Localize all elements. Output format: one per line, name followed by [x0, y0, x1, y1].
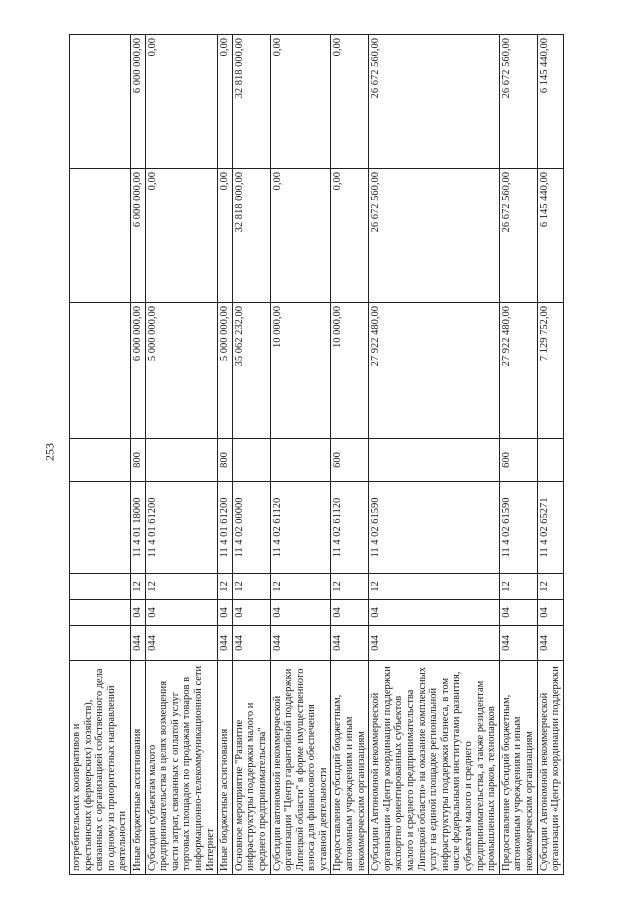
section-code-cell: 04	[331, 600, 369, 626]
table-row	[270, 35, 331, 875]
item-name-cell: Субсидии субъектам малого предпринимательства в целях возмещения части затрат, связанных с оплатой услуг торговых площадок по продажам товаров в информационно-телекоммуникационной сети Интернет	[145, 661, 218, 875]
table-row	[130, 35, 145, 875]
subsection-code-cell: 12	[145, 574, 218, 600]
table-row	[331, 35, 369, 875]
item-name-cell: Предоставление субсидий бюджетным, автономным учреждениям и иным некоммерческим организациям	[331, 661, 369, 875]
amount-year3-cell: 0,00	[331, 35, 369, 169]
budget-table	[69, 34, 564, 875]
item-name-cell: Иные бюджетные ассигнования	[218, 661, 233, 875]
amount-year1-cell: 10 000,00	[331, 303, 369, 439]
amount-year2-cell: 6 145 440,00	[537, 169, 563, 303]
target-article-cell: 11 4 02 00000	[232, 482, 270, 574]
target-article-cell: 11 4 02 65271	[537, 482, 563, 574]
amount-year1-cell: 5 000 000,00	[218, 303, 233, 439]
expense-type-cell	[537, 439, 563, 482]
section-code-cell: 04	[232, 600, 270, 626]
item-name-cell: Субсидии автономной некоммерческой организации "Центр гарантийной поддержки Липецкой области" в форме имущественного взноса для финансового обеспечения уставной деятельности	[270, 661, 331, 875]
amount-year3-cell: 0,00	[145, 35, 218, 169]
subsection-code-cell: 12	[499, 574, 537, 600]
target-article-cell: 11 4 02 61120	[270, 482, 331, 574]
expense-type-cell	[70, 439, 131, 482]
table-row	[70, 35, 131, 875]
amount-year3-cell	[70, 35, 131, 169]
table-row	[537, 35, 563, 875]
item-name-cell: Предоставление субсидий бюджетным, автономным учреждениям и иным некоммерческим организациям	[499, 661, 537, 875]
subsection-code-cell: 12	[537, 574, 563, 600]
grbs-code-cell: 044	[232, 626, 270, 661]
target-article-cell: 11 4 01 18000	[130, 482, 145, 574]
expense-type-cell: 800	[130, 439, 145, 482]
item-name-cell: Иные бюджетные ассигнования	[130, 661, 145, 875]
amount-year3-cell: 0,00	[270, 35, 331, 169]
table-row	[499, 35, 537, 875]
expense-type-cell	[270, 439, 331, 482]
rotated-page-content	[69, 35, 573, 875]
amount-year3-cell: 26 672 560,00	[369, 35, 500, 169]
section-code-cell: 04	[218, 600, 233, 626]
grbs-code-cell: 044	[130, 626, 145, 661]
table-body	[70, 35, 564, 875]
item-name-cell: Основное мероприятие "Развитие инфраструктуры поддержки малого и среднего предпринимательства"	[232, 661, 270, 875]
amount-year2-cell: 0,00	[270, 169, 331, 303]
amount-year1-cell: 27 922 480,00	[499, 303, 537, 439]
table-row	[218, 35, 233, 875]
amount-year3-cell: 32 818 000,00	[232, 35, 270, 169]
grbs-code-cell	[70, 626, 131, 661]
amount-year1-cell: 6 000 000,00	[130, 303, 145, 439]
target-article-cell: 11 4 02 61120	[331, 482, 369, 574]
expense-type-cell	[232, 439, 270, 482]
amount-year1-cell: 10 000,00	[270, 303, 331, 439]
amount-year1-cell: 35 062 232,00	[232, 303, 270, 439]
amount-year2-cell: 26 672 560,00	[499, 169, 537, 303]
grbs-code-cell: 044	[145, 626, 218, 661]
target-article-cell: 11 4 02 61590	[369, 482, 500, 574]
section-code-cell: 04	[270, 600, 331, 626]
section-code-cell: 04	[145, 600, 218, 626]
amount-year3-cell: 6 000 000,00	[130, 35, 145, 169]
target-article-cell: 11 4 02 61590	[499, 482, 537, 574]
amount-year2-cell	[70, 169, 131, 303]
target-article-cell: 11 4 01 61200	[218, 482, 233, 574]
amount-year2-cell: 32 818 000,00	[232, 169, 270, 303]
subsection-code-cell: 12	[232, 574, 270, 600]
table-row	[369, 35, 500, 875]
expense-type-cell	[145, 439, 218, 482]
amount-year3-cell: 0,00	[218, 35, 233, 169]
subsection-code-cell: 12	[270, 574, 331, 600]
amount-year1-cell: 7 129 752,00	[537, 303, 563, 439]
target-article-cell: 11 4 01 61200	[145, 482, 218, 574]
subsection-code-cell: 12	[331, 574, 369, 600]
item-name-cell: Субсидии Автономной некоммерческой организации «Центр координации поддержки экспортно ориентированных субъектов малого и среднего предпринимательства Липецкой области» на оказание комплексных услуг на единой площадке региональной инфраструктуры поддержки бизнеса, в том числе федеральными институтами развития, субъектам малого и среднего предпринимательства, а также резидентам промышленных парков, технопарков	[369, 661, 500, 875]
item-name-cell: Субсидии Автономной некоммерческой организации «Центр координации поддержки	[537, 661, 563, 875]
amount-year2-cell: 6 000 000,00	[130, 169, 145, 303]
expense-type-cell: 600	[331, 439, 369, 482]
item-name-cell: потребительских кооперативов и крестьянских (фермерских) хозяйств), связанных с организацией собственного дела по одному из приоритетных направлений деятельности	[70, 661, 131, 875]
grbs-code-cell: 044	[499, 626, 537, 661]
subsection-code-cell	[70, 574, 131, 600]
subsection-code-cell: 12	[369, 574, 500, 600]
grbs-code-cell: 044	[537, 626, 563, 661]
table-row	[232, 35, 270, 875]
expense-type-cell: 600	[499, 439, 537, 482]
amount-year1-cell: 5 000 000,00	[145, 303, 218, 439]
amount-year2-cell: 0,00	[145, 169, 218, 303]
expense-type-cell: 800	[218, 439, 233, 482]
grbs-code-cell: 044	[331, 626, 369, 661]
subsection-code-cell: 12	[130, 574, 145, 600]
section-code-cell: 04	[499, 600, 537, 626]
section-code-cell	[70, 600, 131, 626]
amount-year1-cell	[70, 303, 131, 439]
section-code-cell: 04	[369, 600, 500, 626]
target-article-cell	[70, 482, 131, 574]
grbs-code-cell: 044	[369, 626, 500, 661]
grbs-code-cell: 044	[270, 626, 331, 661]
table-row	[145, 35, 218, 875]
amount-year3-cell: 6 145 440,00	[537, 35, 563, 169]
section-code-cell: 04	[537, 600, 563, 626]
amount-year2-cell: 0,00	[331, 169, 369, 303]
section-code-cell: 04	[130, 600, 145, 626]
amount-year3-cell: 26 672 560,00	[499, 35, 537, 169]
amount-year2-cell: 26 672 560,00	[369, 169, 500, 303]
amount-year2-cell: 0,00	[218, 169, 233, 303]
amount-year1-cell: 27 922 480,00	[369, 303, 500, 439]
expense-type-cell	[369, 439, 500, 482]
page-number: 253	[42, 443, 57, 461]
grbs-code-cell: 044	[218, 626, 233, 661]
subsection-code-cell: 12	[218, 574, 233, 600]
